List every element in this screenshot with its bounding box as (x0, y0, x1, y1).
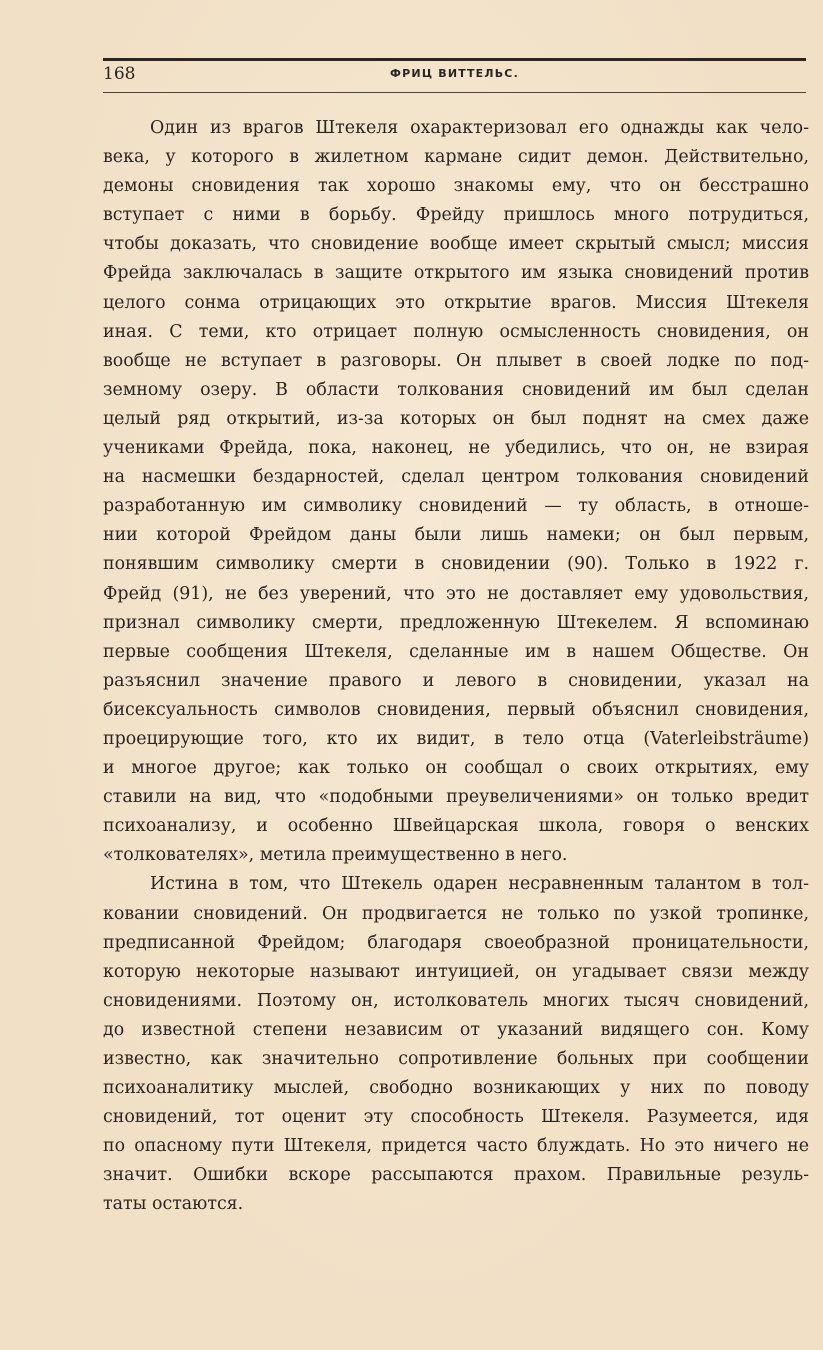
paragraph-1-line: первые сообщения Штекеля, сделанные им в нашем Обществе. Он (103, 641, 809, 662)
paragraph-1-line: вообще не вступает в разговоры. Он плывет в своей лодке по под- (103, 350, 809, 371)
paragraph-2-line: таты остаются. (103, 1194, 244, 1215)
paragraph-2-line: по опасному пути Штекеля, придется часто блуждать. Но это ничего не (103, 1136, 809, 1157)
paragraph-1-line: целого сонма отрицающих это открытие врагов. Миссия Штекеля (103, 292, 809, 313)
paragraph-2-line: психоаналитику мыслей, свободно возникающих у них по поводу (103, 1078, 809, 1099)
running-title: ФРИЦ ВИТТЕЛЬС. (390, 67, 519, 80)
paragraph-1-line: иная. С теми, кто отрицает полную осмысленность сновидения, он (103, 321, 809, 342)
paragraph-1-line: разъяснил значение правого и левого в сновидении, указал на (103, 670, 809, 691)
paragraph-1-line: ставили на вид, что «подобными преувеличениями» он только вредит (103, 787, 809, 808)
paragraph-1-line: понявшим символику смерти в сновидении (90). Только в 1922 г. (103, 554, 809, 575)
paragraph-1-line: Фрейд (91), не без уверений, что это не доставляет ему удовольствия, (103, 583, 809, 604)
paragraph-2-line: значит. Ошибки вскоре рассыпаются прахом. Правильные резуль- (103, 1165, 809, 1186)
paragraph-1-line: бисексуальность символов сновидения, первый объяснил сновидения, (103, 699, 809, 720)
paragraph-2-line: предписанной Фрейдом; благодаря своеобразной проницательности, (103, 932, 809, 953)
paragraph-1-line: нии которой Фрейдом даны были лишь намеки; он был первым, (103, 525, 809, 546)
paragraph-1-line: «толкователях», метила преимущественно в него. (103, 845, 568, 866)
paragraph-1-line: земному озеру. В области толкования сновидений им был сделан (103, 379, 809, 400)
paragraph-1-line: проецирующие того, кто их видит, в тело отца (Vaterleibsträume) (103, 728, 809, 749)
paragraph-1-line: психоанализу, и особенно Швейцарская школа, говоря о венских (103, 816, 809, 837)
paragraph-1-line: признал символику смерти, предложенную Штекелем. Я вспоминаю (103, 612, 809, 633)
paragraph-1-line: демоны сновидения так хорошо знакомы ему, что он бесстрашно (103, 176, 809, 197)
paragraph-1-line: разработанную им символику сновидений — ту область, в отноше- (103, 496, 809, 517)
paragraph-2-line: сновидениями. Поэтому он, истолкователь многих тысяч сновидений, (103, 990, 809, 1011)
page-number: 168 (103, 64, 136, 84)
paragraph-1-line: учениками Фрейда, пока, наконец, не убедились, что он, не взирая (103, 438, 809, 459)
paragraph-1-line: на насмешки бездарностей, сделал центром толкования сновидений (103, 467, 809, 488)
paragraph-1-line: Один из врагов Штекеля охарактеризовал его однажды как чело- (150, 118, 809, 138)
paragraph-1-line: целый ряд открытий, из-за которых он был поднят на смех даже (103, 408, 809, 429)
paragraph-2-line: ковании сновидений. Он продвигается не только по узкой тропинке, (103, 903, 809, 924)
paragraph-1-line: вступает с ними в борьбу. Фрейду пришлось много потрудиться, (103, 205, 809, 226)
paragraph-1-line: Фрейда заключалась в защите открытого им языка сновидений против (103, 263, 809, 284)
header-rule-bottom (103, 92, 806, 93)
paragraph-1-line: чтобы доказать, что сновидение вообще имеет скрытый смысл; миссия (103, 234, 809, 255)
paragraph-2-line: Истина в том, что Штекель одарен несравненным талантом в тол- (150, 874, 809, 895)
paragraph-2-line: известно, как значительно сопротивление больных при сообщении (103, 1049, 809, 1069)
body-text (103, 114, 809, 1220)
paragraph-2-line: до известной степени независим от указаний видящего сон. Кому (103, 1019, 809, 1040)
header-rule-top (103, 58, 806, 61)
paragraph-1-line: века, у которого в жилетном кармане сидит демон. Действительно, (103, 147, 809, 168)
page-header (103, 58, 806, 94)
paragraph-2-line: которую некоторые называют интуицией, он угадывает связи между (103, 961, 809, 982)
paragraph-1-line: и многое другое; как только он сообщал о своих открытиях, ему (103, 758, 809, 779)
paragraph-2-line: сновидений, тот оценит эту способность Штекеля. Разумеется, идя (103, 1107, 809, 1128)
